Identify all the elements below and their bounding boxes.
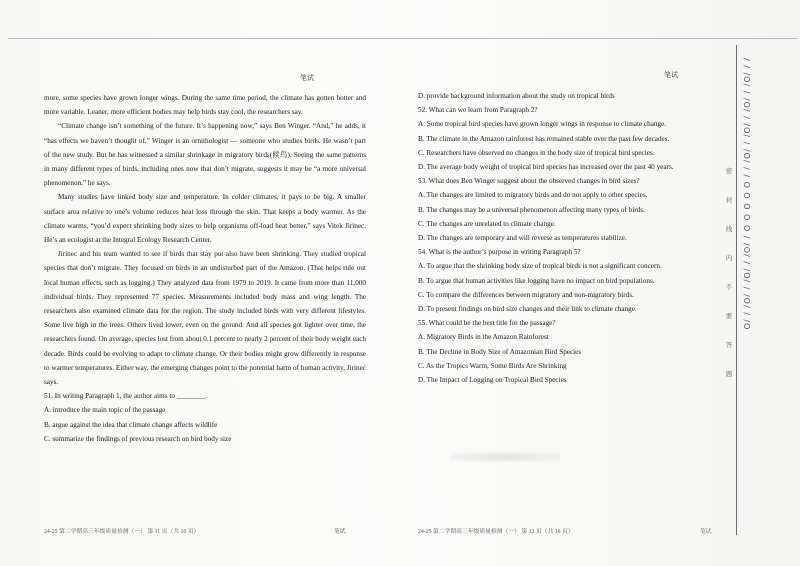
binding-char: 密 [725,168,733,175]
question-53-option-a: A. The changes are limited to migratory birds and do not apply to other species. [418,191,648,200]
left-page-column [44,91,366,446]
question-52-stem: 52. What can we learn from Paragraph 2? [418,106,538,115]
binding-char: 要 [725,313,733,320]
question-52-option-c: C. Researchers have observed no changes in the body size of tropical bird species. [418,148,655,157]
question-52-option-d: D. The average body weight of tropical bird species has increased over the past 40 years. [418,163,674,172]
question-53-stem: 53. What does Ben Winger suggest about the observed changes in bird sizes? [418,177,640,186]
question-51-option-c: C. summarize the findings of previous research on bird body size [44,434,232,443]
left-header-mark: 笔试 [300,74,314,82]
question-51-option-b: B. argue against the idea that climate change affects wildlife [44,420,218,429]
binding-warning-text [722,165,736,381]
left-footer-page-info: 24-25 第二学期高三年级质量检测（一） 第 11 页（共 16 页） [44,529,200,535]
question-55-option-a: A. Migratory Birds in the Amazon Rainforest [418,333,549,342]
question-54-stem: 54. What is the author’s purpose in writing Paragraph 5? [418,248,581,257]
binding-char: 答 [725,342,733,349]
question-55-option-d: D. The Impact of Logging on Tropical Bird Species [418,376,567,385]
question-53-option-c: C. The changes are unrelated to climate change. [418,219,556,228]
question-55-option-b: B. The Decline in Body Size of Amazonian Bird Species [418,347,582,356]
question-51-option-a: A. introduce the main topic of the passage [44,406,166,415]
right-footer-mark: 笔试 [700,529,712,535]
binding-char: 题 [725,371,733,378]
question-54-option-d: D. To present findings on bird size changes and their link to climate change. [418,305,637,314]
binding-char: 线 [725,226,733,233]
right-footer-page-info: 24-25 第二学期高三年级质量检测（一） 第 12 页（共 16 页） [418,529,574,535]
binding-char: 内 [725,255,733,262]
left-footer-mark: 笔试 [334,529,346,535]
paragraph-1: more, some species have grown longer wings. During the same time period, the climate has gotten hotter and more variable. Leaner, more efficient bodies may help birds stay cool, the researchers say. [44,94,366,117]
paragraph-2: “Climate change isn’t something of the future. It’s happening now,” says Ben Winger. “And,” he adds, it “has effects we haven’t thought of.” Winger is an ornithologist — someone who studies birds. He wasn’t part of the new study. But he has witnessed a similar shrinkage in migratory birds(候鸟). Seeing the same patterns in many different types of birds, including ones now that don’t migrate, suggests it may be “a more universal phenomenon,” he says. [44,122,366,188]
question-51-stem: 51. In writing Paragraph 1, the author aims to ________. [44,392,208,401]
question-55-option-c: C. As the Tropics Warm, Some Birds Are Shrinking [418,361,567,370]
question-55-stem: 55. What could be the best title for the passage? [418,319,556,328]
binding-cut-marks: / / /O/ / /O/ / /O/ / /O/ / / O O O O O / /O/ / /O/ / /O/ / /O [742,58,751,331]
question-52-option-b: B. The climate in the Amazon rainforest has remained stable over the past few decades. [418,134,670,143]
paragraph-4: Jirinec and his team wanted to see if birds that stay put also have been shrinking. They studied tropical species that don’t migrate. They focused on birds in an undisturbed part of the Amazon. (That helps rule out local human effects, such as logging.) They analyzed data from 1979 to 2019. It came from more than 11,000 individual birds. They represented 77 species. Measurements included body mass and wing length. The researchers also examined climate data for the region. The study included birds with very different lifestyles. Some live high in the trees. Others lived lower, even on the ground. And all species got lighter over time, the researchers found. On average, species lost from about 0.1 percent to nearly 2 percent of their body weight each decade. Birds could be evolving to adapt to climate change. Or their bodies might grow differently in response to warmer temperatures. Either way, the emerging changes point to the potential harm of human activity, Jirinec says. [44,250,366,387]
question-51-option-d: D. provide background information about the study on tropical birds [418,92,615,100]
question-52-option-a: A. Some tropical bird species have grown longer wings in response to climate change. [418,120,667,129]
top-rule [8,38,798,39]
binding-char: 不 [725,284,733,291]
right-header-mark: 笔试 [664,71,678,79]
question-54-option-b: B. To argue that human activities like logging have no impact on bird populations. [418,276,655,285]
question-54-option-c: C. To compare the differences between migratory and non-migratory birds. [418,290,634,299]
question-54-option-a: A. To argue that the shrinking body size of tropical birds is not a significant concern. [418,262,662,271]
paragraph-3: Many studies have linked body size and temperature. In colder climates, it pays to be big. A smaller surface area relative to one’s volume reduces heat loss through the skin. That keeps a body warmer. As the climate warms, “you’d expect shrinking body sizes to help organisms off-load heat better,” says Vitek Jirinec. He’s an ecologist at the Integral Ecology Research Center. [44,193,366,245]
question-53-option-d: D. The changes are temporary and will reverse as temperatures stabilize. [418,234,627,243]
question-53-option-b: B. The changes may be a universal phenomenon affecting many types of birds. [418,205,645,214]
scan-smudge [450,452,560,462]
binding-line [736,45,737,535]
right-page-column [418,89,710,387]
binding-char: 封 [725,197,733,204]
